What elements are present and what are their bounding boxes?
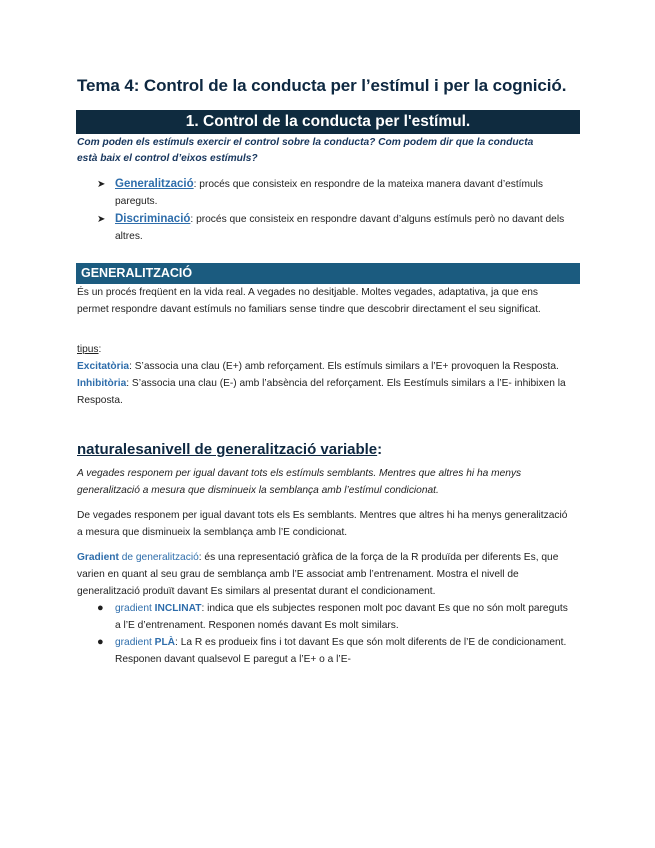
gradient-pla-text: : La R es produeix fins i tot davant Es que són molt diferents de l’E de condicionament. Responen davant qualsevol E paregut a l’E+ o a l’E- [115,637,567,665]
italic-paragraph: A vegades responem per igual davant tots els estímuls semblants. Mentres que altres hi ha menys generalització a mesura que disminueix la semblança amb l’estímul condicionat. [77,468,522,496]
tipus-block [77,341,572,409]
excitatoria-text: : S’associa una clau (E+) amb reforçament. Els estímuls similars a l’E+ provoquen la Resposta. [129,361,559,372]
page-title: Tema 4: Control de la conducta per l’estímul i per la cognició. [77,76,567,95]
gradient-label: Gradient [77,552,119,563]
list-item-inclinat [97,600,575,634]
list-item-generalitzacio [97,176,567,210]
section-heading-control: 1. Control de la conducta per l'estímul. [76,110,580,134]
arrow-bullet-icon: ➤ [97,179,106,190]
section-question: Com poden els estímuls exercir el control sobre la conducta? Com podem dir que la conducta està baix el control d’eixos estímuls? [77,137,534,164]
subheading-naturales [77,441,382,458]
bullet-dot-icon: ● [97,602,104,614]
section-heading-generalitzacio: GENERALITZACIÓ [76,263,580,284]
gradient-text: : és una representació gràfica de la força de la R produïda per diferents Es, que varien en quant al seu grau de semblança amb l’E associat amb l’entrenament. Mostra el nivell de generalització produït davant Es similars al presentat durant el condicionament. [77,552,559,597]
gradient-label-rest: de generalització [118,552,199,563]
subheading-text: naturalesanivell de generalització variable [77,441,378,458]
bullet-dot-icon: ● [97,636,104,648]
excitatoria-label: Excitatòria [77,361,130,372]
inhibitoria-text: : S’associa una clau (E-) amb l’absència del reforçament. Els Eestímuls similars a l’E- inhibixen la Resposta. [77,378,566,406]
gradient-inclinat-prefix: gradient [115,603,155,614]
tipus-label: tipus [77,344,99,355]
inhibitoria-label: Inhibitòria [77,378,127,389]
subheading-colon: : [377,441,383,458]
link-generalitzacio[interactable]: Generalització [115,178,194,190]
list-item-pla [97,634,575,668]
gradient-inclinat-text: : indica que els subjectes responen molt poc davant Es que no són molt pareguts a l’E d’entrenament. Responen només davant Es molt similars. [115,603,568,631]
gradient-inclinat-label: INCLINAT [154,603,202,614]
tipus-colon: : [98,344,102,355]
gradient-pla-prefix: gradient [115,637,155,648]
arrow-bullet-icon: ➤ [97,214,106,225]
gradient-paragraph [77,549,572,600]
plain-paragraph: De vegades responem per igual davant tots els Es semblants. Mentres que altres hi ha menys generalització a mesura que disminueix la semblança amb l’E condicionat. [77,510,568,538]
list-item-discriminacio [97,211,567,245]
definition-text: : procés que consisteix en respondre de la mateixa manera davant d’estímuls pareguts. [115,179,544,207]
gradient-type-list [97,600,575,668]
generalitzacio-intro: És un procés freqüent en la vida real. A vegades no desitjable. Moltes vegades, adaptativa, ja que ens permet respondre davant estímuls no familiars sense tindre que descobrir directament el seu significat. [77,287,541,315]
gradient-pla-label: PLÀ [154,637,176,648]
arrow-bullet-list [97,176,567,245]
link-discriminacio[interactable]: Discriminació [115,213,191,225]
definition-text: : procés que consisteix en respondre davant d’alguns estímuls però no davant dels altres. [115,214,565,242]
